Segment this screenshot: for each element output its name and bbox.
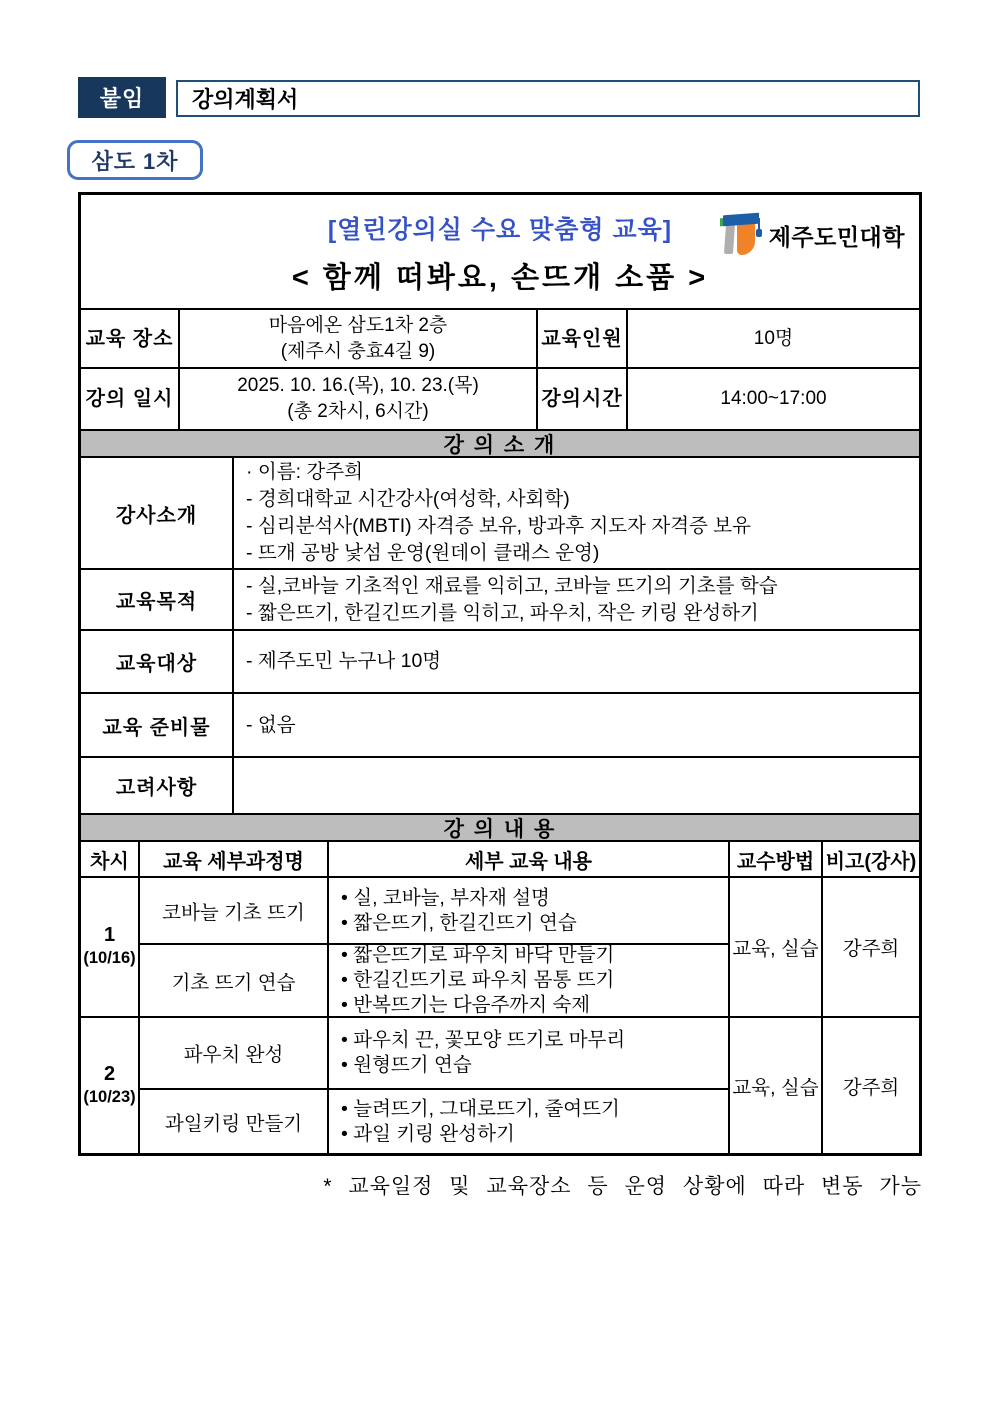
intro-line: - 심리분석사(MBTI) 자격증 보유, 방과후 지도자 자격증 보유 bbox=[246, 515, 751, 537]
university-logo-text: 제주도민대학 bbox=[768, 223, 905, 250]
col-header-method: 교수방법 bbox=[728, 842, 821, 876]
purpose-content bbox=[234, 570, 919, 629]
intro-line: - 뜨개 공방 낯섬 운영(원데이 클래스 운영) bbox=[246, 542, 600, 564]
footnote: * 교육일정 및 교육장소 등 운영 상황에 따라 변동 가능 bbox=[323, 1175, 922, 1198]
place-line2: (제주시 충효4길 9) bbox=[280, 340, 436, 362]
detail-line: • 늘려뜨기, 그대로뜨기, 줄여뜨기 bbox=[341, 1097, 620, 1120]
section-header-content: 강 의 내 용 bbox=[81, 813, 919, 842]
university-logo bbox=[720, 211, 905, 259]
detail-line: • 실, 코바늘, 부자재 설명 bbox=[341, 886, 550, 909]
date-line2: (총 2차시, 6시간) bbox=[287, 401, 429, 422]
info-band bbox=[81, 308, 919, 429]
session1-method: 교육, 실습 bbox=[728, 876, 821, 1016]
attachment-title: 강의계획서 bbox=[192, 87, 299, 112]
detail-line: • 짧은뜨기로 파우치 바닥 만들기 bbox=[341, 944, 615, 966]
attachment-badge: 붙임 bbox=[78, 77, 166, 118]
session1-date: (10/16) bbox=[83, 949, 136, 967]
session1-part2-name: 기초 뜨기 연습 bbox=[138, 943, 327, 1016]
instructor-intro-label: 강사소개 bbox=[81, 458, 234, 568]
time-label: 강의시간 bbox=[536, 367, 626, 429]
course-title: < 함께 떠봐요, 손뜨개 소품 > bbox=[291, 262, 709, 294]
place-line1: 마음에온 삼도1차 2층 bbox=[268, 314, 448, 336]
col-header-detail: 세부 교육 내용 bbox=[327, 842, 728, 876]
session2-part2-name: 과일키링 만들기 bbox=[138, 1088, 327, 1153]
date-value bbox=[178, 367, 536, 429]
program-title: [열린강의실 수요 맞춤형 교육] bbox=[327, 216, 673, 244]
target-label: 교육대상 bbox=[81, 631, 234, 692]
detail-line: • 원형뜨기 연습 bbox=[341, 1054, 472, 1076]
purpose-row bbox=[81, 568, 919, 629]
considerations-content bbox=[234, 758, 919, 813]
capacity-value: 10명 bbox=[626, 310, 919, 367]
time-value: 14:00~17:00 bbox=[626, 367, 919, 429]
graduation-cap-icon bbox=[720, 211, 764, 259]
detail-line: • 과일 키링 완성하기 bbox=[341, 1122, 515, 1145]
considerations-label: 고려사항 bbox=[81, 758, 234, 813]
session1-part1-name: 코바늘 기초 뜨기 bbox=[138, 876, 327, 943]
session1-part1-details bbox=[327, 876, 728, 943]
place-label: 교육 장소 bbox=[85, 327, 174, 350]
intro-line: - 짧은뜨기, 한길긴뜨기를 익히고, 파우치, 작은 키링 완성하기 bbox=[246, 601, 759, 624]
session1-instructor: 강주희 bbox=[821, 876, 919, 1016]
session1-part2-details bbox=[327, 943, 728, 1016]
intro-line: - 경희대학교 시간강사(여성학, 사회학) bbox=[246, 488, 570, 510]
session2-number-cell bbox=[81, 1016, 138, 1153]
materials-label: 교육 준비물 bbox=[81, 694, 234, 756]
session2-part1-name: 파우치 완성 bbox=[138, 1016, 327, 1088]
round-tag: 삼도 1차 bbox=[67, 140, 203, 180]
detail-line: • 짧은뜨기, 한길긴뜨기 연습 bbox=[341, 911, 577, 934]
intro-line: - 없음 bbox=[246, 713, 296, 736]
intro-line: - 실,코바늘 기초적인 재료를 익히고, 코바늘 뜨기의 기초를 학습 bbox=[246, 574, 778, 597]
intro-line: · 이름: 강주희 bbox=[246, 461, 363, 483]
detail-line: • 파우치 끈, 꽃모양 뜨기로 마무리 bbox=[341, 1029, 626, 1051]
col-header-note: 비고(강사) bbox=[821, 842, 919, 876]
intro-line: - 제주도민 누구나 10명 bbox=[246, 650, 442, 672]
target-content bbox=[234, 631, 919, 692]
session1-number-cell bbox=[81, 876, 138, 1016]
title-band bbox=[81, 195, 919, 308]
lecture-plan-table bbox=[78, 192, 922, 1156]
session2-method: 교육, 실습 bbox=[728, 1016, 821, 1153]
section-header-intro: 강 의 소 개 bbox=[81, 429, 919, 458]
session2-instructor: 강주희 bbox=[821, 1016, 919, 1153]
date-line1: 2025. 10. 16.(목), 10. 23.(목) bbox=[237, 375, 479, 396]
detail-line: • 반복뜨기는 다음주까지 숙제 bbox=[341, 994, 591, 1016]
materials-row bbox=[81, 692, 919, 756]
col-header-session: 차시 bbox=[90, 850, 129, 873]
session2-part1-details bbox=[327, 1016, 728, 1088]
session2-date: (10/23) bbox=[83, 1087, 136, 1106]
session2-part2-details bbox=[327, 1088, 728, 1153]
capacity-label: 교육인원 bbox=[536, 310, 626, 367]
instructor-intro-row bbox=[81, 458, 919, 568]
target-row bbox=[81, 629, 919, 692]
session1-number: 1 bbox=[103, 924, 116, 946]
materials-content bbox=[234, 694, 919, 756]
date-label: 강의 일시 bbox=[81, 367, 178, 429]
session2-number: 2 bbox=[103, 1062, 116, 1085]
purpose-label: 교육목적 bbox=[81, 570, 234, 629]
considerations-row bbox=[81, 756, 919, 813]
instructor-intro-content bbox=[234, 458, 919, 568]
content-table bbox=[81, 842, 919, 1153]
attachment-title-box bbox=[176, 80, 920, 117]
col-header-course-name: 교육 세부과정명 bbox=[138, 842, 327, 876]
detail-line: • 한길긴뜨기로 파우치 몸통 뜨기 bbox=[341, 969, 615, 991]
place-value bbox=[178, 310, 536, 367]
